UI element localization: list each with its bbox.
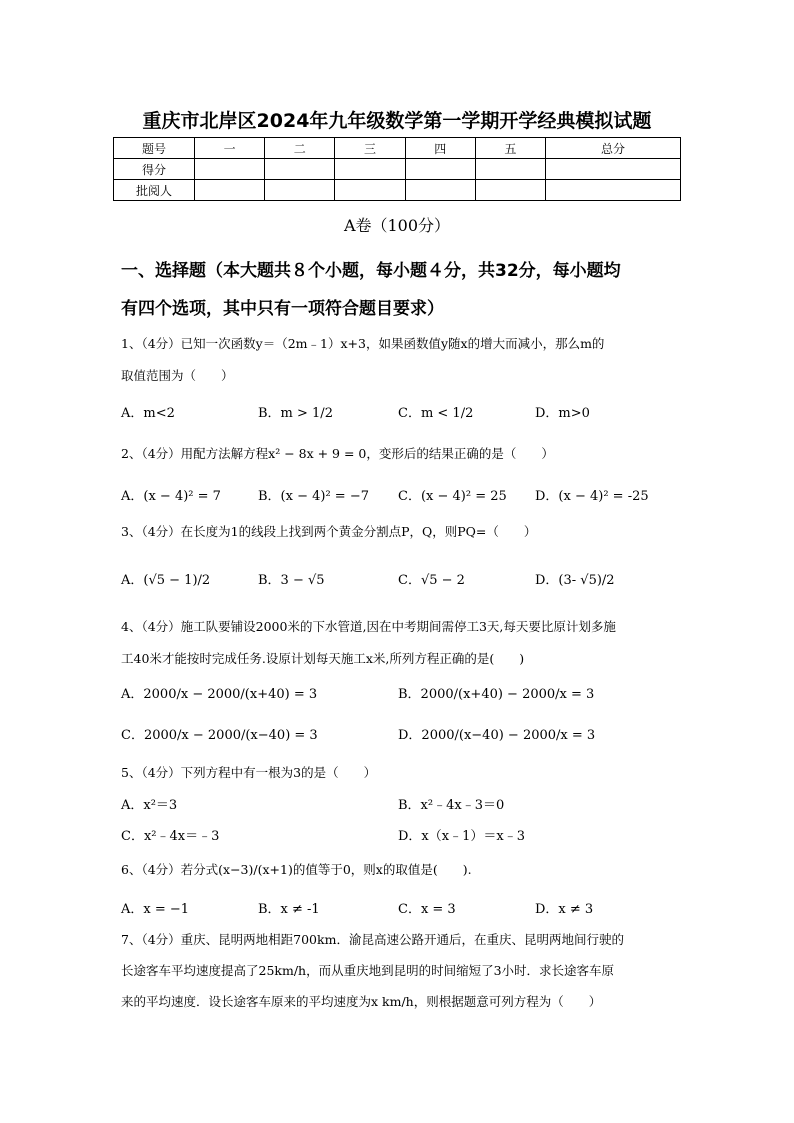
header-cell: 一	[195, 138, 265, 159]
q4-option-d: D．2000/(x−40) − 2000/x = 3	[398, 728, 596, 743]
q6-option-a: A．x = −1	[121, 902, 190, 917]
question-1-stem: 1、（4分）已知一次函数y＝（2m﹣1）x+3，如果函数值y随x的增大而减小，那么m的	[121, 336, 605, 351]
table-row	[114, 159, 681, 180]
question-4-stem-line2: 工40米才能按时完成任务.设原计划每天施工x米,所列方程正确的是( )	[121, 651, 525, 666]
question-6-stem: 6、（4分）若分式(x−3)/(x+1)的值等于0，则x的取值是( ).	[121, 862, 472, 877]
score-cell	[405, 180, 475, 201]
score-cell	[335, 159, 405, 180]
q4-option-a: A．2000/x − 2000/(x+40) = 3	[121, 687, 318, 702]
volume-heading: A卷（100分）	[343, 216, 451, 235]
question-7-stem-line3: 来的平均速度．设长途客车原来的平均速度为x km/h，则根据题意可列方程为（ ）	[121, 994, 602, 1009]
score-cell	[475, 159, 545, 180]
header-cell: 总分	[546, 138, 681, 159]
section-heading-line2: 有四个选项，其中只有一项符合题目要求）	[121, 299, 444, 319]
q5-option-d: D．x（x﹣1）＝x﹣3	[398, 829, 525, 844]
row-label: 得分	[114, 159, 195, 180]
question-7-stem-line2: 长途客车平均速度提高了25km/h，而从重庆地到昆明的时间缩短了3小时．求长途客车原	[121, 963, 615, 978]
header-cell: 二	[265, 138, 335, 159]
score-table-header	[114, 138, 681, 159]
q6-option-d: D．x ≠ 3	[535, 902, 594, 917]
q3-option-b: B．3 − √5	[258, 573, 325, 588]
score-cell	[265, 180, 335, 201]
page-title: 重庆市北岸区2024年九年级数学第一学期开学经典模拟试题	[142, 110, 652, 132]
score-cell	[195, 159, 265, 180]
score-cell	[546, 159, 681, 180]
score-cell	[195, 180, 265, 201]
q1-option-c: C．m < 1/2	[398, 406, 474, 421]
q2-option-a: A．(x − 4)² = 7	[121, 489, 221, 504]
q4-option-c: C．2000/x − 2000/(x−40) = 3	[121, 728, 318, 743]
q2-option-b: B．(x − 4)² = −7	[258, 489, 369, 504]
q5-option-b: B．x²﹣4x﹣3＝0	[398, 798, 505, 813]
section-heading-line1: 一、选择题（本大题共８个小题，每小题４分，共32分，每小题均	[121, 261, 621, 281]
question-2-stem: 2、（4分）用配方法解方程x² − 8x + 9 = 0，变形后的结果正确的是（ ）	[121, 446, 554, 461]
question-1-stem-line2: 取值范围为（ ）	[121, 368, 234, 383]
question-4-stem: 4、（4分）施工队要铺设2000米的下水管道,因在中考期间需停工3天,每天要比原计划多施	[121, 619, 616, 634]
header-cell: 三	[335, 138, 405, 159]
q3-option-c: C．√5 − 2	[398, 573, 465, 588]
table-row	[114, 180, 681, 201]
q2-option-c: C．(x − 4)² = 25	[398, 489, 507, 504]
q4-option-b: B．2000/(x+40) − 2000/x = 3	[398, 687, 595, 702]
q6-option-c: C．x = 3	[398, 902, 456, 917]
header-cell: 四	[405, 138, 475, 159]
score-cell	[335, 180, 405, 201]
header-cell: 题号	[114, 138, 195, 159]
question-5-stem: 5、（4分）下列方程中有一根为3的是（ ）	[121, 765, 377, 780]
score-cell	[405, 159, 475, 180]
q2-option-d: D．(x − 4)² = -25	[535, 489, 649, 504]
q5-option-c: C．x²﹣4x＝﹣3	[121, 829, 220, 844]
score-cell	[475, 180, 545, 201]
row-label: 批阅人	[114, 180, 195, 201]
score-cell	[265, 159, 335, 180]
score-table	[113, 137, 681, 201]
q1-option-d: D．m>0	[535, 406, 590, 421]
score-cell	[546, 180, 681, 201]
q1-option-a: A．m<2	[121, 406, 175, 421]
q5-option-a: A．x²＝3	[121, 798, 178, 813]
q3-option-d: D．(3- √5)/2	[535, 573, 615, 588]
q3-option-a: A．(√5 − 1)/2	[121, 573, 211, 588]
q6-option-b: B．x ≠ -1	[258, 902, 320, 917]
header-cell: 五	[475, 138, 545, 159]
q1-option-b: B．m > 1/2	[258, 406, 333, 421]
question-7-stem: 7、（4分）重庆、昆明两地相距700km．渝昆高速公路开通后，在重庆、昆明两地间行驶的	[121, 932, 624, 947]
question-3-stem: 3、（4分）在长度为1的线段上找到两个黄金分割点P，Q，则PQ=（ ）	[121, 524, 537, 539]
